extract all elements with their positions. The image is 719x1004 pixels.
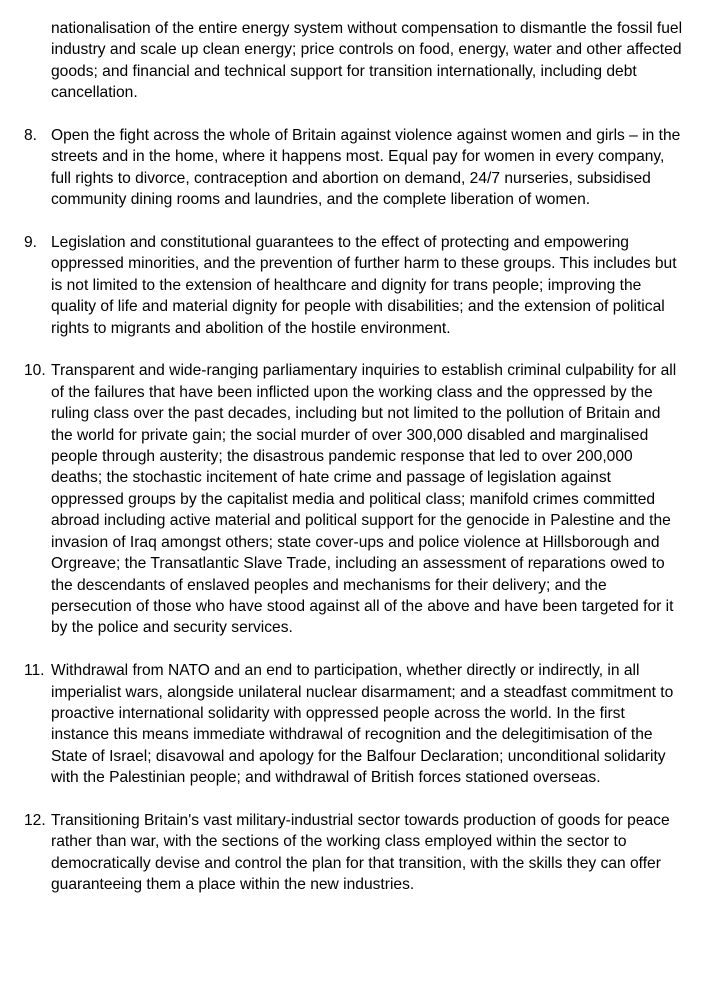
list-item-11 [24, 660, 686, 788]
list-item-continuation [24, 18, 686, 104]
list-item-10 [24, 360, 686, 638]
list-number [24, 18, 51, 104]
list-number: 10. [24, 362, 46, 380]
list-item-8 [24, 125, 686, 211]
list-item-text: Transparent and wide-ranging parliamentary inquiries to establish criminal culpability for all of the failures that have been inflicted upon the working class and the oppressed by the ruling class over the past decades, including but not limited to the pollution of Britain and the world for private gain; the social murder of over 300,000 disabled and marginalised people through austerity; the disastrous pandemic response that led to over 200,000 deaths; the stochastic incitement of hate crime and passage of legislation against oppressed groups by the capitalist media and political class; manifold crimes committed abroad including active material and political support for the genocide in Palestine and the invasion of Iraq amongst others; state cover-ups and police violence at Hillsborough and Orgreave; the Transatlantic Slave Trade, including an assessment of reparations owed to the descendants of enslaved peoples and mechanisms for their delivery; and the persecution of those who have stood against all of the above and have been targeted for it by the police and security services. [51, 362, 677, 637]
list-number: 9. [24, 234, 38, 252]
list-item-12 [24, 810, 686, 896]
list-item-text: Legislation and constitutional guarantees to the effect of protecting and empowering oppressed minorities, and the prevention of further harm to these groups. This includes but is not limited to the extension of healthcare and dignity for trans people; improving the quality of life and material dignity for people with disabilities; and the extension of political rights to migrants and abolition of the hostile environment. [51, 234, 677, 337]
list-item-9 [24, 232, 686, 339]
list-item-text: Open the fight across the whole of Britain against violence against women and girls – in the streets and in the home, where it happens most. Equal pay for women in every company, full rights to divorce, contraception and abortion on demand, 24/7 nurseries, subsidised community dining rooms and laundries, and the complete liberation of women. [51, 127, 681, 209]
list-number: 8. [24, 127, 38, 145]
list-number: 11. [24, 662, 45, 680]
list-number: 12. [24, 811, 46, 829]
list-item-text: Withdrawal from NATO and an end to participation, whether directly or indirectly, in all imperialist wars, alongside unilateral nuclear disarmament; and a steadfast commitment to proactive international solidarity with oppressed people across the world. In the first instance this means immediate withdrawal of recognition and the delegitimisation of the State of Israel; disavowal and apology for the Balfour Declaration; unconditional solidarity with the Palestinian people; and withdrawal of British forces stationed overseas. [51, 662, 674, 787]
document-body [24, 18, 686, 917]
list-item-text: nationalisation of the entire energy system without compensation to dismantle the fossil fuel industry and scale up clean energy; price controls on food, energy, water and other affected goods; and financial and technical support for transition internationally, including debt cancellation. [51, 20, 683, 102]
list-item-text: Transitioning Britain's vast military-industrial sector towards production of goods for peace rather than war, with the sections of the working class employed within the sector to democratically devise and control the plan for that transition, with the skills they can offer guaranteeing them a place within the new industries. [51, 811, 670, 894]
